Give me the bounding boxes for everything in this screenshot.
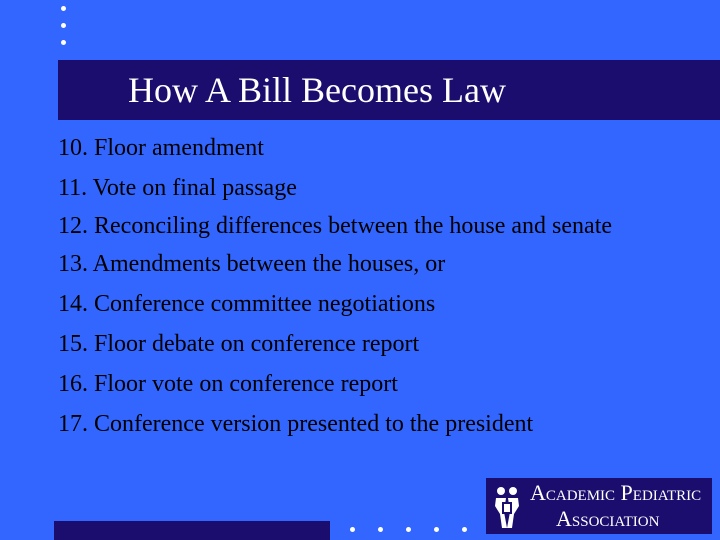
decorative-dots-horizontal (350, 527, 490, 535)
footer-bar (54, 521, 330, 540)
decorative-dot (434, 527, 439, 532)
decorative-dot (350, 527, 355, 532)
logo-text-line1: Academic Pediatric (530, 480, 702, 505)
decorative-dot (61, 40, 66, 45)
decorative-dot (406, 527, 411, 532)
list-item: 15. Floor debate on conference report (58, 331, 420, 357)
decorative-dot (61, 23, 66, 28)
decorative-dot (378, 527, 383, 532)
organization-logo (486, 478, 712, 534)
slide-title: How A Bill Becomes Law (128, 70, 506, 110)
list-item: 12. Reconciling differences between the house and senate (58, 213, 613, 239)
decorative-dot (462, 527, 467, 532)
list-item: 11. Vote on final passage (58, 175, 297, 201)
list-item: 17. Conference version presented to the president (58, 411, 534, 437)
logo-text-line2: Association (556, 506, 660, 531)
decorative-dots-vertical (61, 6, 69, 52)
list-item: 14. Conference committee negotiations (58, 291, 436, 317)
title-bar (58, 60, 720, 120)
bill-steps-list (58, 128, 658, 444)
list-item: 16. Floor vote on conference report (58, 371, 398, 397)
decorative-dot (61, 6, 66, 11)
list-item: 13. Amendments between the houses, or (58, 251, 446, 277)
children-emblem-icon (492, 484, 522, 530)
list-item: 10. Floor amendment (58, 135, 264, 161)
